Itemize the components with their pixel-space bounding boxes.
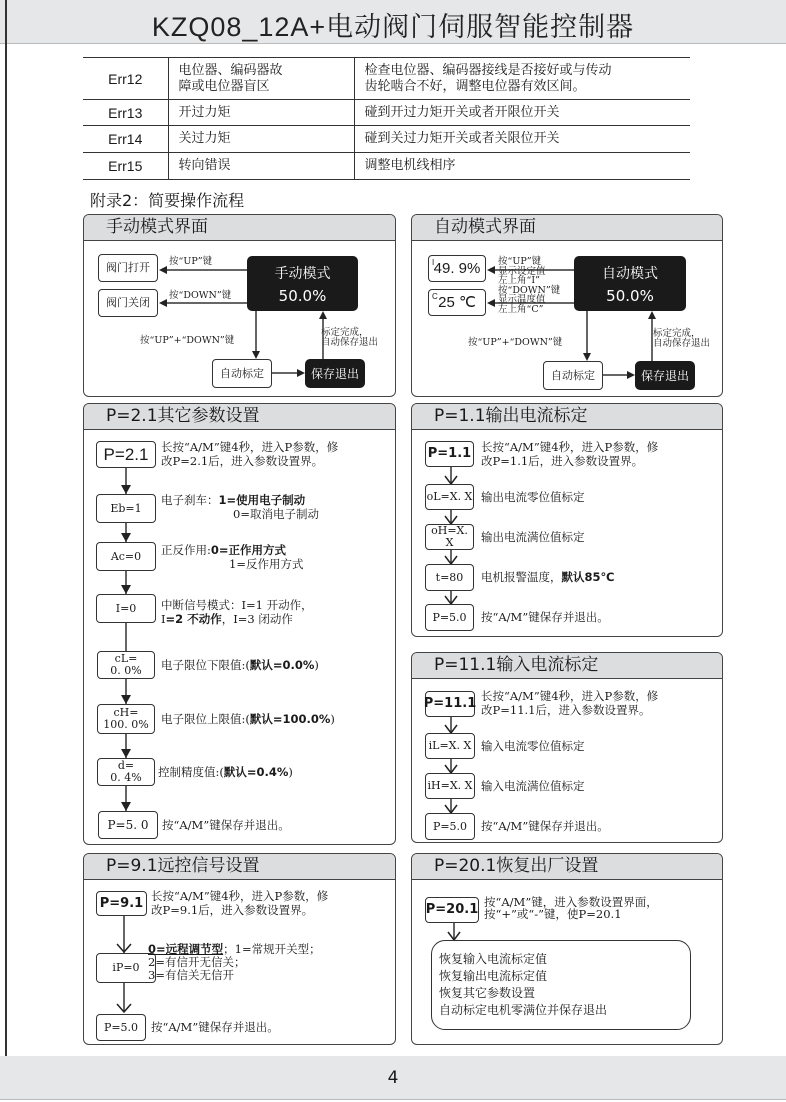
list-item: 恢复输入电流标定值 bbox=[439, 952, 548, 966]
fix-line: 齿轮啮合不好，调整电位器有效区间。 bbox=[364, 78, 586, 94]
desc-text: 电子刹车： bbox=[161, 493, 219, 507]
param-box-p50: P=5.0 bbox=[425, 813, 475, 840]
table-row bbox=[83, 58, 690, 100]
label-line: 按“DOWN”键 bbox=[498, 284, 561, 296]
param-box-p201: P=20.1 bbox=[425, 897, 479, 923]
step-desc bbox=[161, 712, 335, 726]
param-box-p91: P=9.1 bbox=[96, 891, 147, 916]
error-cause: 开过力矩 bbox=[168, 100, 354, 126]
valve-open-box: 阀门打开 bbox=[98, 254, 158, 282]
param-box-p50: P=5.0 bbox=[425, 604, 474, 631]
param-box-p50: P=5.0 bbox=[96, 1014, 146, 1041]
param-box-p50: P=5. 0 bbox=[98, 811, 158, 839]
param-box-eb: Eb=1 bbox=[96, 494, 156, 523]
panel-title: P=9.1远控信号设置 bbox=[84, 854, 395, 880]
desc-line: 中断信号模式：I=1 开动作， bbox=[161, 598, 313, 612]
display-value: 49. 9% bbox=[433, 259, 481, 277]
step-desc: 按“A/M”键保存并退出。 bbox=[481, 610, 609, 624]
label-line: 自动保存退出 bbox=[321, 337, 379, 348]
label-line: 左上角“I” bbox=[498, 275, 540, 286]
desc-text: I bbox=[161, 612, 166, 626]
label-line: 显示温度值 bbox=[498, 294, 546, 305]
p91-panel bbox=[83, 853, 396, 1045]
step-desc bbox=[151, 889, 328, 917]
box-line: cL= bbox=[114, 652, 138, 665]
p111-panel bbox=[411, 652, 723, 843]
arrowhead bbox=[297, 369, 305, 377]
param-box-p21: P=2.1 bbox=[96, 441, 156, 468]
restore-list bbox=[431, 940, 691, 1030]
desc-bold: 默认=0.4% bbox=[223, 765, 289, 779]
error-cause bbox=[168, 58, 354, 100]
step-desc: 输出电流零位值标定 bbox=[481, 490, 585, 504]
corner-mark: I bbox=[432, 258, 435, 267]
desc-line: 长按“A/M”键4秒，进入P参数，修 bbox=[481, 440, 659, 454]
arrowhead bbox=[159, 266, 167, 274]
desc-bold: =2 不动作 bbox=[165, 612, 222, 626]
mode-value: 50.0% bbox=[606, 286, 654, 305]
label-line: 标定完成， bbox=[653, 328, 701, 339]
desc-text: 控制精度值:( bbox=[158, 765, 224, 779]
desc-text: ；1=常规开关型； bbox=[223, 942, 321, 956]
save-exit-box: 保存退出 bbox=[305, 359, 365, 388]
step-desc bbox=[161, 493, 319, 521]
fix-line: 检查电位器、编码器接线是否接好或与传动 bbox=[364, 62, 612, 78]
p21-panel bbox=[83, 403, 396, 845]
desc-bold: 默认85℃ bbox=[561, 570, 615, 584]
step-desc bbox=[481, 570, 614, 584]
cause-line: 电位器、编码器故 bbox=[178, 62, 283, 78]
step-desc bbox=[161, 598, 313, 626]
desc-line: 改P=2.1后，进入参数设置界。 bbox=[161, 454, 324, 468]
label-line: 标定完成， bbox=[321, 327, 369, 338]
error-cause: 关过力矩 bbox=[168, 126, 354, 153]
error-fix: 调整电机线相序 bbox=[354, 153, 690, 180]
auto-arrows bbox=[412, 215, 723, 397]
param-box-d bbox=[97, 758, 155, 786]
desc-text: 电机报警温度， bbox=[481, 570, 562, 584]
error-fix: 碰到关过力矩开关或者关限位开关 bbox=[354, 126, 690, 153]
desc-line: 2=有信开无信关； bbox=[148, 955, 246, 969]
step-desc bbox=[148, 943, 321, 982]
desc-text: 正反作用: bbox=[161, 543, 211, 557]
param-box-il: iL=X. X bbox=[425, 733, 475, 759]
desc-text: ) bbox=[314, 658, 319, 672]
desc-text: 电子限位下限值:( bbox=[161, 658, 250, 672]
desc-line: 改P=1.1后，进入参数设置界。 bbox=[481, 454, 644, 468]
list-item: 自动标定电机零满位并保存退出 bbox=[439, 1003, 608, 1017]
mode-value: 50.0% bbox=[278, 286, 327, 305]
error-code: Err14 bbox=[83, 126, 168, 153]
mode-label: 手动模式 bbox=[274, 265, 331, 282]
desc-text: ) bbox=[330, 712, 335, 726]
desc-line: 长按“A/M”键4秒，进入P参数，修 bbox=[161, 440, 339, 454]
desc-bold: 默认=100.0% bbox=[249, 712, 331, 726]
param-box-ol: oL=X. X bbox=[425, 484, 474, 510]
desc-text: ，I=3 闭动作 bbox=[221, 612, 293, 626]
error-fix bbox=[354, 58, 690, 100]
list-item: 恢复其它参数设置 bbox=[439, 986, 536, 1000]
auto-calibrate-box: 自动标定 bbox=[212, 359, 272, 388]
desc-bold: 0=远程调节型 bbox=[148, 942, 224, 956]
step-desc bbox=[158, 765, 293, 779]
param-box-ip: iP=0 bbox=[96, 953, 156, 983]
page-number: 4 bbox=[387, 1068, 399, 1088]
corner-mark: C bbox=[432, 292, 438, 301]
step-desc: 按“A/M”键保存并退出。 bbox=[151, 1020, 279, 1034]
valve-close-box: 阀门关闭 bbox=[98, 289, 158, 317]
manual-mode-panel bbox=[83, 214, 396, 397]
desc-line: 1=反作用方式 bbox=[229, 557, 304, 571]
panel-title: P=20.1恢复出厂设置 bbox=[412, 854, 722, 880]
label-line: 按“UP”键 bbox=[498, 256, 542, 267]
step-desc: 输出电流满位值标定 bbox=[481, 530, 585, 544]
desc-line: 长按“A/M”键4秒，进入P参数，修 bbox=[481, 689, 659, 703]
step-desc bbox=[161, 440, 338, 468]
box-line: 100. 0% bbox=[103, 718, 149, 731]
label-line: 左上角“C” bbox=[498, 303, 544, 315]
param-box-p111: P=11.1 bbox=[425, 691, 475, 717]
desc-text: ) bbox=[288, 765, 293, 779]
p11-arrows bbox=[412, 404, 723, 637]
panel-title: P=11.1输入电流标定 bbox=[412, 653, 722, 679]
arrowhead bbox=[319, 311, 327, 319]
page-footer bbox=[0, 1056, 786, 1100]
param-box-cl bbox=[97, 651, 155, 679]
step-desc: 按“A/M”键保存并退出。 bbox=[481, 819, 609, 833]
desc-bold: 默认=0.0% bbox=[249, 658, 315, 672]
desc-line: 3=有信关无信开 bbox=[148, 968, 234, 982]
mode-label: 自动模式 bbox=[602, 265, 658, 282]
save-exit-box: 保存退出 bbox=[635, 361, 695, 390]
both-keys-label: 按“UP”+“DOWN”键 bbox=[140, 335, 235, 346]
param-box-oh: oH=X. X bbox=[425, 524, 474, 550]
label-line: 显示设定值 bbox=[498, 265, 546, 277]
display-value: 25 ℃ bbox=[438, 293, 476, 311]
box-line: 0. 0% bbox=[110, 664, 142, 677]
error-cause: 转向错误 bbox=[168, 153, 354, 180]
error-code: Err13 bbox=[83, 100, 168, 126]
desc-text: 电子限位上限值:( bbox=[161, 712, 250, 726]
panel-title: 手动模式界面 bbox=[84, 215, 395, 241]
step-desc bbox=[481, 689, 658, 717]
param-box-ih: iH=X. X bbox=[425, 773, 475, 799]
up-key-label: 按“UP”键 bbox=[169, 256, 213, 267]
cause-line: 障或电位器盲区 bbox=[178, 78, 270, 94]
desc-bold: 1=使用电子制动 bbox=[218, 493, 306, 507]
auto-calibrate-box: 自动标定 bbox=[543, 361, 603, 390]
step-desc bbox=[161, 543, 303, 571]
table-row bbox=[83, 100, 690, 126]
arrowhead bbox=[159, 299, 167, 307]
error-code: Err12 bbox=[83, 58, 168, 100]
table-row bbox=[83, 126, 690, 153]
manual-arrows bbox=[84, 215, 396, 397]
down-key-label: 按“DOWN”键 bbox=[169, 290, 232, 301]
label-line: 自动保存退出 bbox=[653, 338, 711, 349]
step-desc bbox=[484, 896, 658, 920]
error-table bbox=[83, 57, 690, 180]
error-fix: 碰到开过力矩开关或者开限位开关 bbox=[354, 100, 690, 126]
arrowhead bbox=[252, 351, 260, 359]
step-desc: 按“A/M”键保存并退出。 bbox=[162, 818, 290, 832]
list-item: 恢复输出电流标定值 bbox=[439, 969, 548, 983]
p11-panel bbox=[411, 403, 723, 637]
error-code: Err15 bbox=[83, 153, 168, 180]
step-desc bbox=[481, 440, 658, 468]
desc-line: 改P=9.1后，进入参数设置界。 bbox=[151, 903, 314, 917]
step-desc bbox=[161, 658, 319, 672]
table-row bbox=[83, 153, 690, 180]
desc-line: 按“+”或“-”键，使P=20.1 bbox=[484, 907, 622, 921]
desc-line: 长按“A/M”键4秒，进入P参数，修 bbox=[151, 889, 329, 903]
panel-title: P=1.1输出电流标定 bbox=[412, 404, 722, 430]
param-box-i: I=0 bbox=[96, 594, 156, 623]
param-box-t: t=80 bbox=[425, 564, 474, 591]
box-line: d= bbox=[117, 759, 135, 772]
both-keys-label: 按“UP”+“DOWN”键 bbox=[468, 337, 563, 348]
step-desc: 输入电流满位值标定 bbox=[481, 779, 585, 793]
p201-panel bbox=[411, 853, 723, 1045]
page-header bbox=[0, 0, 786, 44]
param-box-ch bbox=[97, 704, 155, 734]
desc-line: 按“A/M”键，进入参数设置界面， bbox=[484, 895, 658, 909]
panel-title: 自动模式界面 bbox=[412, 215, 722, 241]
auto-mode-panel bbox=[411, 214, 723, 397]
section-title: 附录2：简要操作流程 bbox=[90, 191, 245, 210]
box-line: 0. 4% bbox=[110, 771, 142, 784]
desc-line: 0=取消电子制动 bbox=[233, 507, 319, 521]
document-title: KZQ08_12A+电动阀门伺服智能控制器 bbox=[151, 12, 635, 42]
param-box-ac: Ac=0 bbox=[96, 542, 156, 571]
panel-title: P=2.1其它参数设置 bbox=[84, 404, 395, 430]
box-line: cH= bbox=[113, 706, 139, 719]
desc-line: 改P=11.1后，进入参数设置界。 bbox=[481, 703, 651, 717]
margin-line bbox=[5, 0, 7, 1056]
param-box-p11: P=1.1 bbox=[425, 441, 474, 467]
step-desc: 输入电流零位值标定 bbox=[481, 739, 585, 753]
desc-bold: 0=正作用方式 bbox=[210, 543, 287, 557]
